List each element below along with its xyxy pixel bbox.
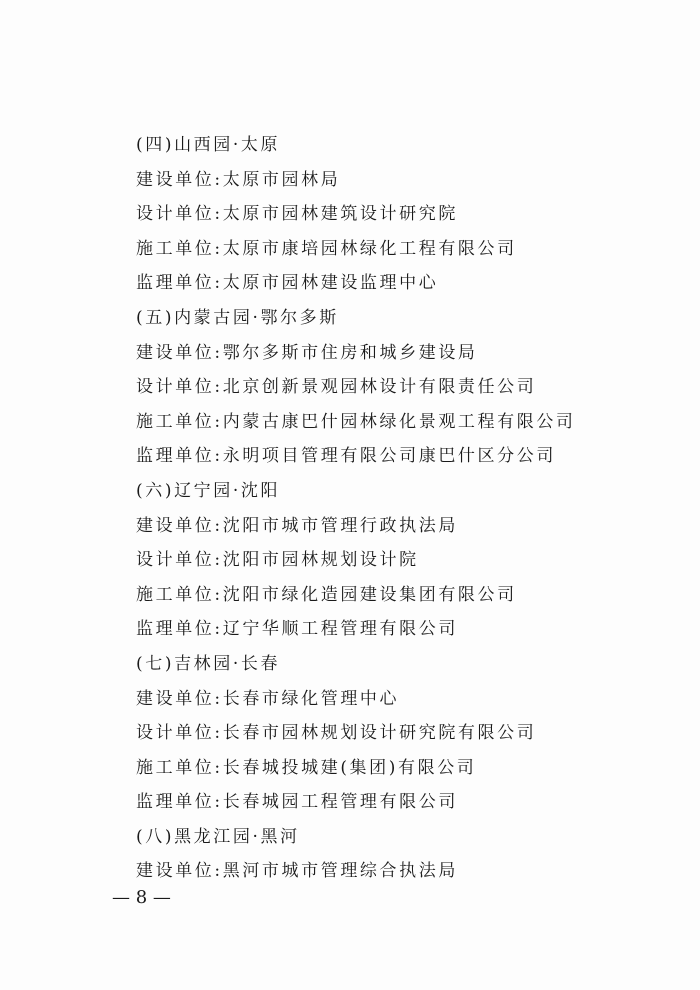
document-body bbox=[136, 128, 676, 889]
text-line: 施工单位:长春城投城建(集团)有限公司 bbox=[136, 757, 477, 778]
text-line: 设计单位:长春市园林规划设计研究院有限公司 bbox=[136, 723, 537, 744]
section-heading-liaoning: (六)辽宁园·沈阳 bbox=[136, 480, 281, 501]
text-line: 设计单位:沈阳市园林规划设计院 bbox=[136, 550, 419, 571]
section-heading-jilin: (七)吉林园·长春 bbox=[136, 653, 281, 674]
section-heading-neimenggu: (五)内蒙古园·鄂尔多斯 bbox=[136, 307, 339, 328]
text-line: 建设单位:太原市园林局 bbox=[136, 169, 341, 190]
text-line: 建设单位:沈阳市城市管理行政执法局 bbox=[136, 515, 458, 536]
text-line: 设计单位:太原市园林建筑设计研究院 bbox=[136, 204, 458, 225]
text-line: 建设单位:长春市绿化管理中心 bbox=[136, 688, 400, 709]
text-line: 施工单位:太原市康培园林绿化工程有限公司 bbox=[136, 238, 517, 259]
text-line: 监理单位:辽宁华顺工程管理有限公司 bbox=[136, 619, 458, 640]
text-line: 建设单位:鄂尔多斯市住房和城乡建设局 bbox=[136, 342, 478, 363]
section-heading-shanxi: (四)山西园·太原 bbox=[136, 135, 281, 155]
text-line: 监理单位:永明项目管理有限公司康巴什区分公司 bbox=[136, 446, 556, 467]
text-line: 施工单位:内蒙古康巴什园林绿化景观工程有限公司 bbox=[136, 411, 576, 432]
text-line: 施工单位:沈阳市绿化造园建设集团有限公司 bbox=[136, 584, 517, 605]
page-number: — 8 — bbox=[112, 887, 171, 908]
text-line: 设计单位:北京创新景观园林设计有限责任公司 bbox=[136, 377, 537, 398]
text-line: 建设单位:黑河市城市管理综合执法局 bbox=[136, 861, 458, 882]
section-heading-heilongjiang: (八)黑龙江园·黑河 bbox=[136, 826, 300, 847]
text-line: 监理单位:长春城园工程管理有限公司 bbox=[136, 792, 458, 813]
text-line: 监理单位:太原市园林建设监理中心 bbox=[136, 273, 439, 294]
